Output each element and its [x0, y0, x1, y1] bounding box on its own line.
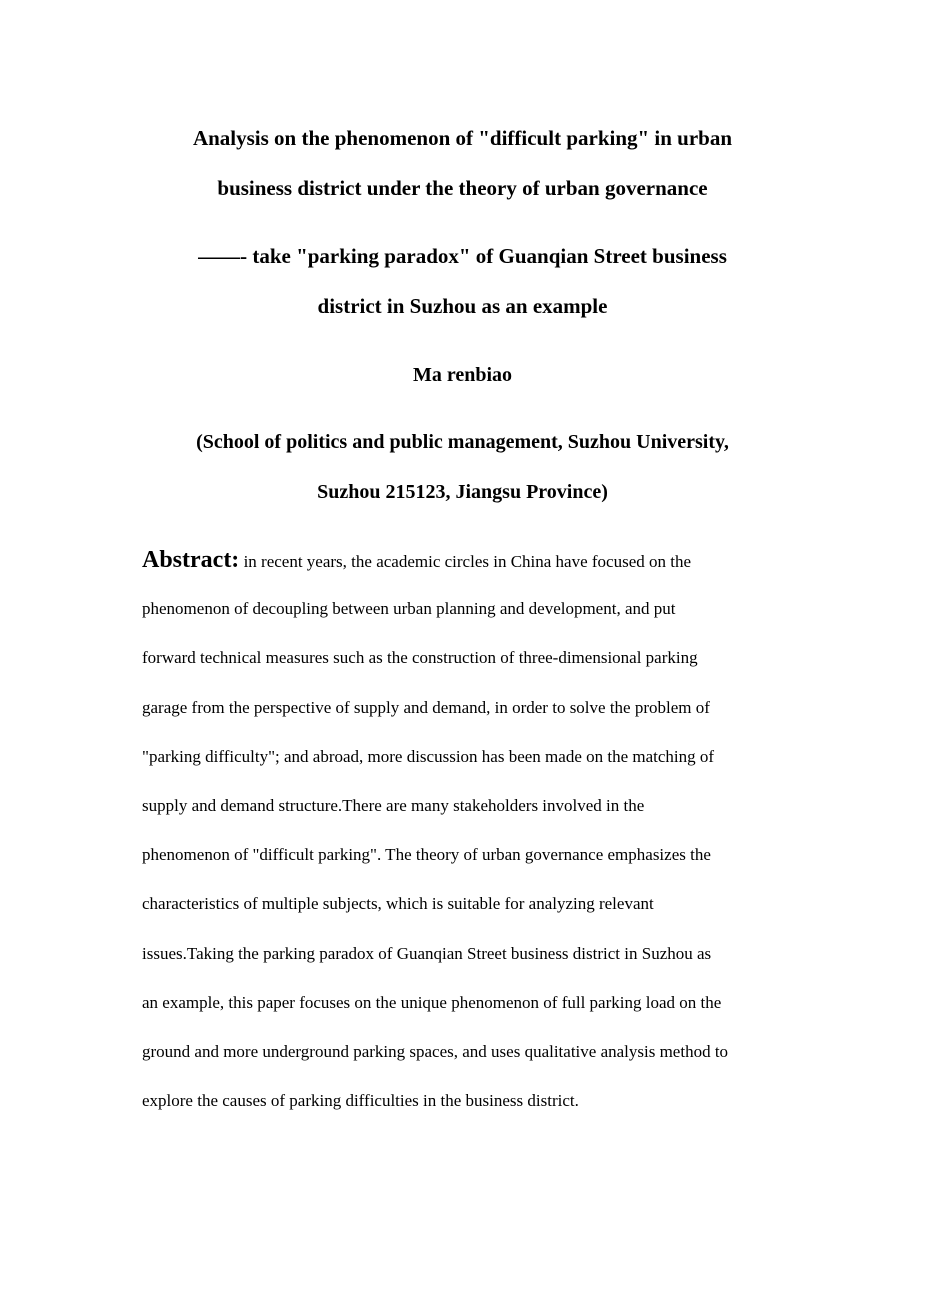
affiliation-line-1: (School of politics and public management, Suzhou University,: [196, 431, 729, 453]
paper-subtitle-line-1: ——- take "parking paradox" of Guanqian Street business: [198, 244, 727, 268]
paper-subtitle-line-2: district in Suzhou as an example: [317, 294, 608, 318]
abstract-line: an example, this paper focuses on the unique phenomenon of full parking load on the: [142, 992, 722, 1012]
abstract-line: issues.Taking the parking paradox of Guanqian Street business district in Suzhou as: [142, 943, 712, 963]
paper-title-line-2: business district under the theory of urban governance: [217, 176, 708, 200]
abstract-line: phenomenon of decoupling between urban planning and development, and put: [142, 599, 676, 619]
abstract-line: "parking difficulty"; and abroad, more discussion has been made on the matching of: [142, 746, 715, 766]
abstract-section: [142, 539, 842, 1129]
abstract-line: explore the causes of parking difficulties in the business district.: [142, 1091, 579, 1111]
abstract-line: garage from the perspective of supply and demand, in order to solve the problem of: [142, 697, 710, 717]
abstract-line: forward technical measures such as the construction of three-dimensional parking: [142, 648, 698, 668]
abstract-label: Abstract:: [142, 547, 240, 573]
abstract-line: ground and more underground parking spaces, and uses qualitative analysis method to: [142, 1041, 729, 1061]
abstract-line: supply and demand structure.There are many stakeholders involved in the: [142, 795, 645, 815]
abstract-line: phenomenon of "difficult parking". The theory of urban governance emphasizes the: [142, 845, 711, 865]
paper-title-line-1: Analysis on the phenomenon of "difficult parking" in urban: [192, 126, 733, 150]
abstract-first-line: [142, 539, 842, 588]
author-name: Ma renbiao: [412, 364, 513, 386]
abstract-line: characteristics of multiple subjects, which is suitable for analyzing relevant: [142, 894, 654, 914]
abstract-line-text: in recent years, the academic circles in China have focused on the: [239, 552, 692, 571]
affiliation-line-2: Suzhou 215123, Jiangsu Province): [317, 481, 608, 503]
